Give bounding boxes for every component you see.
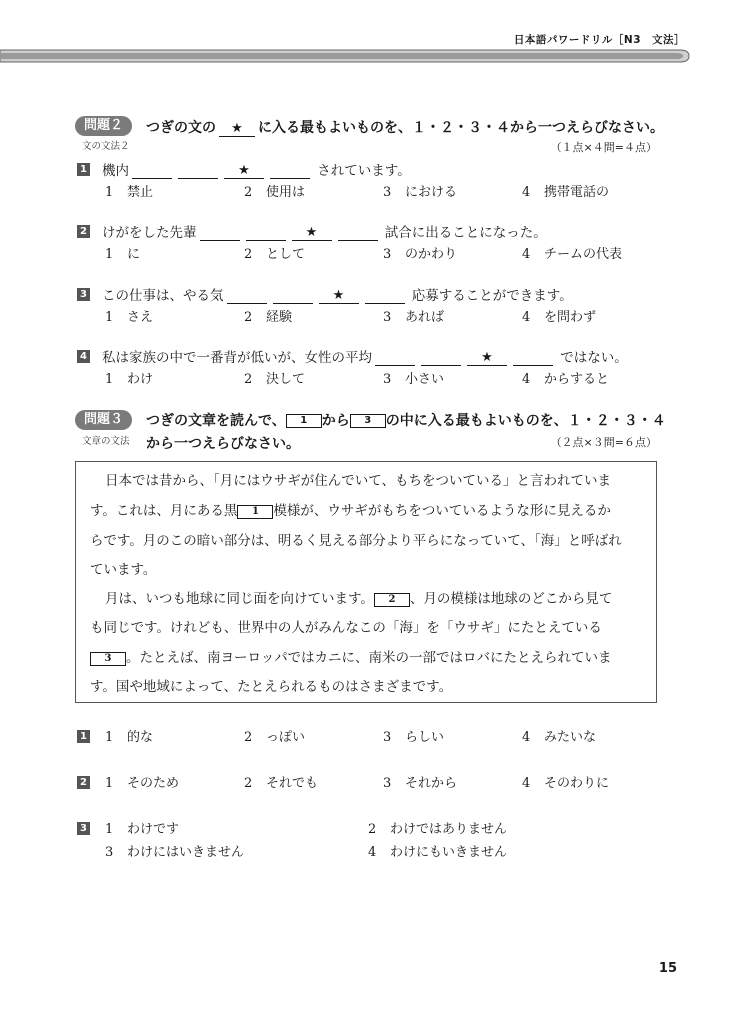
choice[interactable]: 3 それから bbox=[383, 776, 458, 791]
choice[interactable]: 2 わけではありません bbox=[368, 822, 508, 837]
passage-line: 日本では昔から、「月にはウサギが住んでいて、もちをついている」と言われていま bbox=[105, 473, 611, 489]
passage-line: 月は、いつも地球に同じ面を向けています。 2 、月の模様は地球のどこから見て bbox=[105, 591, 613, 607]
choice[interactable]: 3 小さい bbox=[383, 372, 445, 387]
passage-line: す。国や地域によって、たとえられるものはさまざまです。 bbox=[90, 679, 453, 695]
choice[interactable]: 1 的な bbox=[105, 730, 154, 745]
choice[interactable]: 1 わけ bbox=[105, 372, 154, 387]
question-number: 2 bbox=[77, 225, 90, 238]
question-number: 1 bbox=[77, 730, 90, 743]
choice[interactable]: 2 それでも bbox=[244, 776, 319, 791]
question-number: 1 bbox=[77, 163, 90, 176]
mondai-2-score: （１点×４問=４点） bbox=[550, 141, 657, 154]
passage-line: も同じです。けれども、世界中の人がみんなこの「海」を「ウサギ」にたとえている bbox=[90, 620, 602, 636]
choice[interactable]: 3 のかわり bbox=[383, 247, 458, 262]
reading-passage-box bbox=[75, 461, 657, 703]
mondai-3-score: （２点×３問=６点） bbox=[550, 436, 657, 449]
mondai-3-instruction-line2: から一つえらびなさい。 bbox=[146, 436, 300, 452]
passage-line: らです。月のこの暗い部分は、明るく見える部分より平らになっていて、「海」と呼ばれ bbox=[90, 533, 622, 549]
page-number: 15 bbox=[658, 961, 677, 976]
question-number: 2 bbox=[77, 776, 90, 789]
choice[interactable]: 2 経験 bbox=[244, 310, 293, 325]
mondai-2-instruction: つぎの文の ★ に入る最もよいものを、１・２・３・４から一つえらびなさい。 bbox=[146, 120, 664, 136]
passage-line: ています。 bbox=[90, 562, 157, 578]
choice[interactable]: 3 における bbox=[383, 185, 458, 200]
question-stem: 機内 ★ されています。 bbox=[102, 163, 411, 179]
question-stem: 私は家族の中で一番背が低いが、女性の平均 ★ ではない。 bbox=[102, 350, 628, 366]
choice[interactable]: 1 わけです bbox=[105, 822, 180, 837]
mondai-3-subtitle: 文章の文法 bbox=[82, 436, 130, 447]
choice[interactable]: 3 わけにはいきません bbox=[105, 845, 245, 860]
choice[interactable]: 1 に bbox=[105, 247, 141, 262]
question-stem: けがをした先輩 ★ 試合に出ることになった。 bbox=[102, 225, 547, 241]
choice[interactable]: 1 さえ bbox=[105, 310, 154, 325]
choice[interactable]: 2 決して bbox=[244, 372, 306, 387]
choice[interactable]: 2 っぽい bbox=[244, 730, 306, 745]
mondai-3-instruction: つぎの文章を読んで、 1 から 3 の中に入る最もよいものを、１・２・３・４ bbox=[146, 413, 666, 429]
question-number: 4 bbox=[77, 350, 90, 363]
choice[interactable]: 4 携帯電話の bbox=[522, 185, 610, 200]
choice[interactable]: 3 あれば bbox=[383, 310, 445, 325]
header-bar bbox=[0, 48, 690, 64]
choice[interactable]: 2 として bbox=[244, 247, 306, 262]
choice[interactable]: 4 からすると bbox=[522, 372, 610, 387]
question-stem: この仕事は、やる気 ★ 応募することができます。 bbox=[102, 288, 573, 304]
choice[interactable]: 2 使用は bbox=[244, 185, 306, 200]
choice[interactable]: 4 みたいな bbox=[522, 730, 597, 745]
mondai-2-label: 問題２ bbox=[75, 116, 132, 136]
passage-line: 3 。たとえば、南ヨーロッパではカニに、南米の一部ではロバにたとえられていま bbox=[90, 646, 611, 666]
question-number: 3 bbox=[77, 288, 90, 301]
choice[interactable]: 4 わけにもいきません bbox=[368, 845, 508, 860]
running-header: 日本語パワードリル［N3 文法］ bbox=[513, 34, 685, 46]
mondai-2-subtitle: 文の文法２ bbox=[82, 141, 130, 152]
choice[interactable]: 1 そのため bbox=[105, 776, 180, 791]
question-number: 3 bbox=[77, 822, 90, 835]
choice[interactable]: 3 らしい bbox=[383, 730, 445, 745]
choice[interactable]: 4 を問わず bbox=[522, 310, 597, 325]
passage-line: す。これは、月にある黒 1 模様が、ウサギがもちをついているような形に見えるか bbox=[90, 503, 611, 519]
choice[interactable]: 4 そのわりに bbox=[522, 776, 610, 791]
mondai-3-label: 問題３ bbox=[75, 410, 132, 430]
choice[interactable]: 1 禁止 bbox=[105, 185, 154, 200]
choice[interactable]: 4 チームの代表 bbox=[522, 247, 623, 262]
